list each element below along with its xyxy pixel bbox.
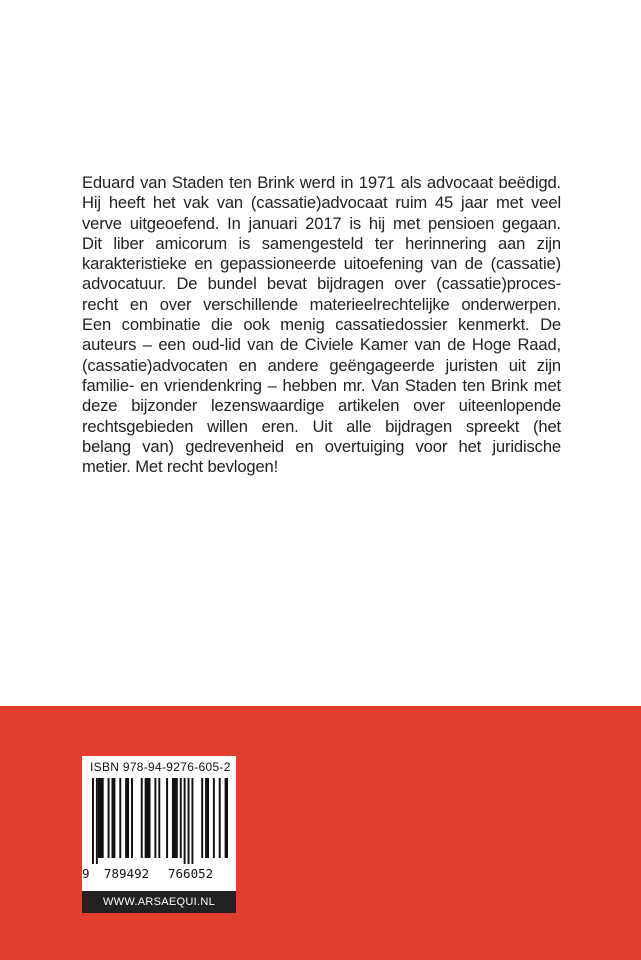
barcode-digit-group-2: 766052 — [168, 866, 214, 881]
barcode-bar — [201, 778, 203, 858]
publisher-website: WWW.ARSAEQUI.NL — [82, 891, 236, 913]
barcode-bar — [108, 778, 110, 858]
barcode-bar — [225, 778, 228, 858]
barcode-bar — [184, 778, 186, 864]
barcode-digit-first: 9 — [82, 866, 90, 881]
barcode-bar — [92, 778, 94, 864]
blurb-line: karakteristieke en gepassioneerde uitoefening van de (cassatie) — [82, 254, 561, 274]
barcode-bar — [166, 778, 168, 858]
barcode-bar — [180, 778, 182, 858]
barcode-bar — [158, 778, 160, 858]
barcode-bar — [219, 778, 221, 858]
blurb-line: metier. Met recht bevlogen! — [82, 457, 279, 477]
isbn-label: ISBN 978-94-9276-605-2 — [90, 760, 231, 774]
barcode-bar — [154, 778, 156, 858]
blurb-line: verve uitgeoefend. In januari 2017 is hij met pensioen gegaan. — [82, 213, 561, 233]
barcode-bar — [125, 778, 129, 858]
barcode-bar — [131, 778, 133, 858]
barcode-bar — [119, 778, 121, 858]
blurb-text — [82, 173, 561, 477]
barcode-digit-group-1: 789492 — [104, 866, 150, 881]
blurb-line: Een combinatie die ook menig cassatiedossier kenmerkt. De — [82, 315, 561, 335]
barcode-bar — [191, 778, 193, 864]
barcode-bar — [98, 778, 104, 858]
barcode-bar — [96, 778, 98, 864]
blurb-line: belang van) gedrevenheid en overtuiging voor het juridische — [82, 436, 561, 456]
blurb-line: (cassatie)advocaten en andere geëngageerde juristen uit zijn — [82, 355, 561, 375]
barcode-bar — [205, 778, 209, 858]
barcode-bar — [145, 778, 151, 858]
blurb-line: familie- en vriendenkring – hebben mr. Van Staden ten Brink met — [82, 375, 561, 395]
blurb-line: rechtsgebieden willen eren. Uit alle bijdragen spreekt (het — [82, 416, 561, 436]
blurb-line: advocatuur. De bundel bevat bijdragen over (cassatie)proces- — [82, 274, 561, 294]
blurb-line: deze bijzonder lezenswaardige artikelen over uiteenlopende — [82, 396, 561, 416]
isbn-barcode-box — [82, 756, 236, 891]
blurb-line: Dit liber amicorum is samengesteld ter herinnering aan zijn — [82, 233, 561, 253]
blurb-line: Hij heeft het vak van (cassatie)advocaat ruim 45 jaar met veel — [82, 193, 561, 213]
barcode-bar — [213, 778, 215, 858]
barcode-bar — [172, 778, 178, 858]
blurb-line: Eduard van Staden ten Brink werd in 1971 als advocaat beëdigd. — [82, 173, 561, 192]
blurb-line: recht en over verschillende materieelrechtelijke onderwerpen. — [82, 294, 561, 314]
barcode-bar — [188, 778, 190, 864]
barcode-bar — [112, 778, 116, 858]
barcode-icon — [90, 778, 228, 866]
barcode-bar — [141, 778, 143, 858]
blurb-line: auteurs – een oud-lid van de Civiele Kamer van de Hoge Raad, — [82, 335, 561, 355]
